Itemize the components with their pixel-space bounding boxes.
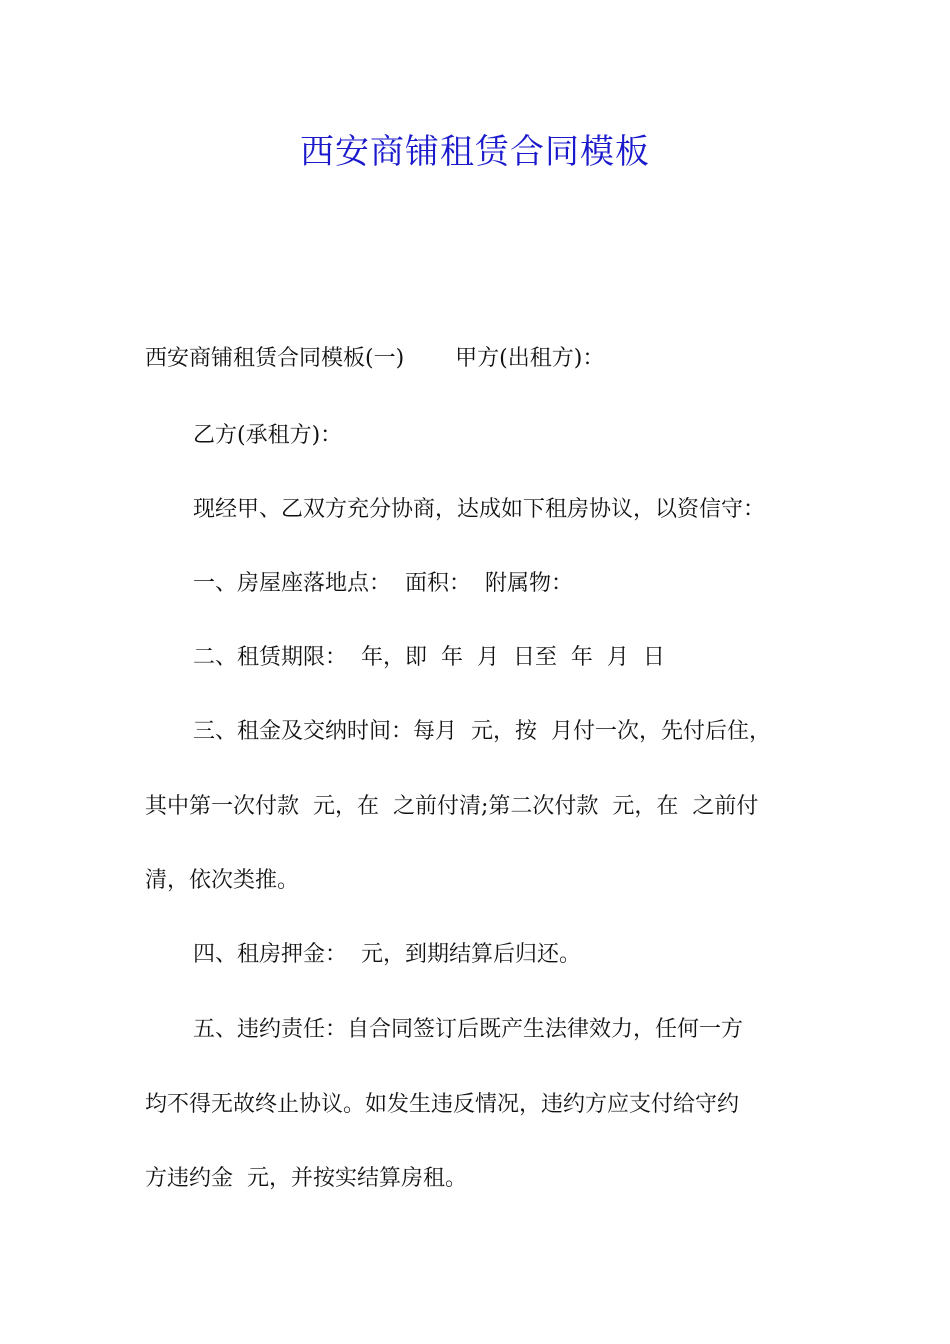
paragraph-line: 其中第一次付款 元，在 之前付清;第二次付款 元，在 之前付 (145, 794, 759, 819)
paragraph-line: 乙方(承租方)： (193, 423, 343, 448)
paragraph-line: 方违约金 元，并按实结算房租。 (145, 1166, 467, 1191)
paragraph-line: 三、租金及交纳时间：每月 元，按 月付一次，先付后住， (193, 719, 771, 744)
document-title: 西安商铺租赁合同模板 (300, 132, 650, 172)
paragraph-line: 清，依次类推。 (145, 868, 300, 893)
paragraph-line: 四、租房押金： 元，到期结算后归还。 (193, 942, 581, 967)
paragraph-line: 均不得无故终止协议。如发生违反情况，违约方应支付给守约 (145, 1092, 740, 1117)
paragraph-line: 二、租赁期限： 年，即 年 月 日至 年 月 日 (193, 645, 665, 670)
paragraph-line: 一、房屋座落地点： 面积： 附属物： (193, 571, 573, 596)
paragraph-line: 现经甲、乙双方充分协商，达成如下租房协议，以资信守： (193, 497, 766, 522)
paragraph-line: 五、违约责任：自合同签订后既产生法律效力，任何一方 (193, 1017, 744, 1042)
paragraph-line: 西安商铺租赁合同模板(一) 甲方(出租方)： (145, 346, 605, 371)
